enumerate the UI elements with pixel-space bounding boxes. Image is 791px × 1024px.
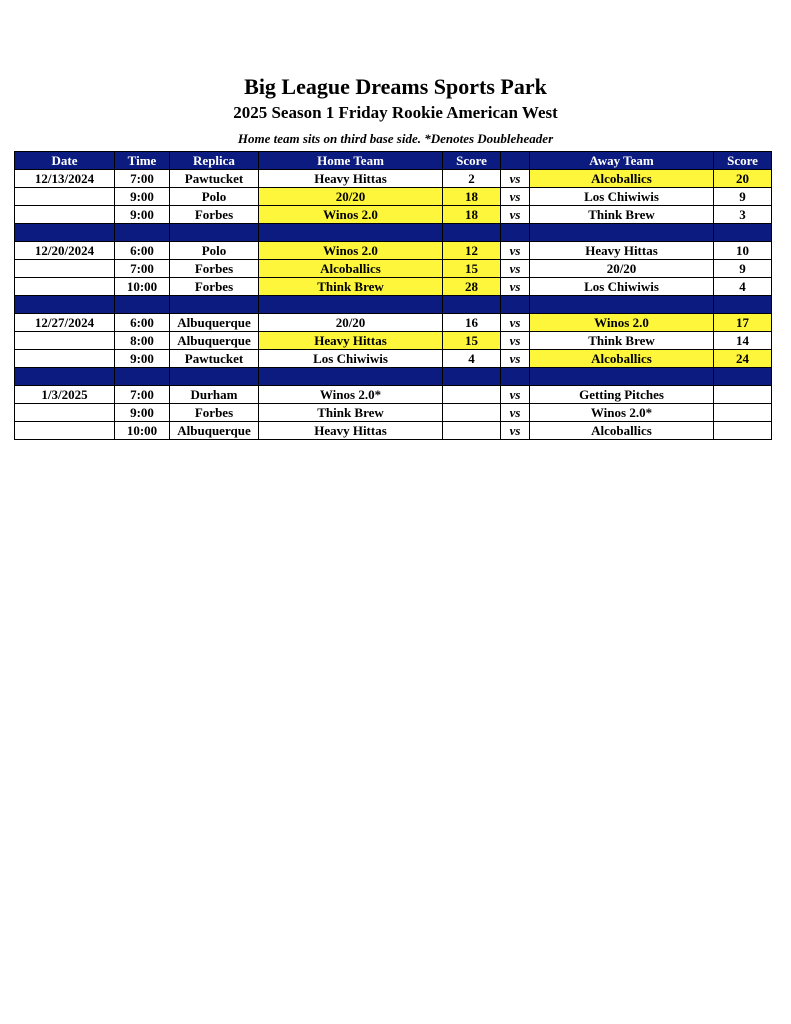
time-cell: 6:00 (115, 242, 170, 260)
col-header-away-score: Score (714, 152, 772, 170)
home-score-cell (443, 386, 501, 404)
vs-cell: vs (501, 422, 530, 440)
replica-cell: Pawtucket (170, 350, 259, 368)
separator-cell (443, 224, 501, 242)
away-team-cell: Think Brew (530, 332, 714, 350)
col-header-replica: Replica (170, 152, 259, 170)
replica-cell: Polo (170, 188, 259, 206)
separator-cell (530, 296, 714, 314)
home-score-cell: 16 (443, 314, 501, 332)
col-header-vs (501, 152, 530, 170)
separator-cell (15, 368, 115, 386)
home-score-cell: 12 (443, 242, 501, 260)
separator-cell (115, 368, 170, 386)
separator-cell (530, 224, 714, 242)
away-team-cell: Alcoballics (530, 422, 714, 440)
schedule-body (15, 170, 772, 440)
home-team-cell: Heavy Hittas (259, 170, 443, 188)
page-subtitle: 2025 Season 1 Friday Rookie American West (233, 103, 558, 122)
separator-cell (170, 368, 259, 386)
away-score-cell: 17 (714, 314, 772, 332)
vs-cell: vs (501, 404, 530, 422)
schedule-table (14, 151, 772, 440)
away-score-cell: 9 (714, 188, 772, 206)
replica-cell: Polo (170, 242, 259, 260)
date-cell (15, 332, 115, 350)
time-cell: 10:00 (115, 278, 170, 296)
separator-cell (170, 224, 259, 242)
separator-cell (15, 224, 115, 242)
page-title: Big League Dreams Sports Park (244, 74, 547, 99)
away-score-cell (714, 404, 772, 422)
replica-cell: Durham (170, 386, 259, 404)
replica-cell: Forbes (170, 260, 259, 278)
vs-cell: vs (501, 260, 530, 278)
away-team-cell: Heavy Hittas (530, 242, 714, 260)
home-score-cell: 28 (443, 278, 501, 296)
date-cell (15, 422, 115, 440)
home-team-cell: 20/20 (259, 188, 443, 206)
home-team-cell: Heavy Hittas (259, 332, 443, 350)
replica-cell: Forbes (170, 206, 259, 224)
vs-cell: vs (501, 332, 530, 350)
away-team-cell: 20/20 (530, 260, 714, 278)
date-cell: 12/20/2024 (15, 242, 115, 260)
vs-cell: vs (501, 386, 530, 404)
separator-cell (115, 224, 170, 242)
date-cell: 12/13/2024 (15, 170, 115, 188)
col-header-home-score: Score (443, 152, 501, 170)
home-team-cell: Winos 2.0 (259, 242, 443, 260)
away-score-cell: 9 (714, 260, 772, 278)
away-score-cell: 3 (714, 206, 772, 224)
away-team-cell: Los Chiwiwis (530, 188, 714, 206)
date-cell (15, 278, 115, 296)
vs-cell: vs (501, 350, 530, 368)
away-score-cell: 14 (714, 332, 772, 350)
table-row (15, 422, 772, 440)
table-row (15, 188, 772, 206)
group-separator-row (15, 368, 772, 386)
away-score-cell: 20 (714, 170, 772, 188)
separator-cell (443, 368, 501, 386)
away-team-cell: Winos 2.0 (530, 314, 714, 332)
date-cell: 1/3/2025 (15, 386, 115, 404)
table-row (15, 314, 772, 332)
separator-cell (501, 368, 530, 386)
away-team-cell: Think Brew (530, 206, 714, 224)
group-separator-row (15, 296, 772, 314)
table-row (15, 242, 772, 260)
away-score-cell (714, 422, 772, 440)
vs-cell: vs (501, 206, 530, 224)
home-score-cell: 15 (443, 332, 501, 350)
vs-cell: vs (501, 314, 530, 332)
away-score-cell (714, 386, 772, 404)
home-team-cell: Los Chiwiwis (259, 350, 443, 368)
time-cell: 8:00 (115, 332, 170, 350)
time-cell: 9:00 (115, 188, 170, 206)
date-cell (15, 188, 115, 206)
away-score-cell: 24 (714, 350, 772, 368)
vs-cell: vs (501, 170, 530, 188)
table-row (15, 170, 772, 188)
time-cell: 9:00 (115, 350, 170, 368)
away-team-cell: Getting Pitches (530, 386, 714, 404)
date-cell (15, 206, 115, 224)
table-header-row (15, 152, 772, 170)
time-cell: 7:00 (115, 170, 170, 188)
col-header-time: Time (115, 152, 170, 170)
replica-cell: Forbes (170, 278, 259, 296)
home-score-cell (443, 404, 501, 422)
vs-cell: vs (501, 278, 530, 296)
separator-cell (259, 368, 443, 386)
away-score-cell: 4 (714, 278, 772, 296)
col-header-date: Date (15, 152, 115, 170)
away-team-cell: Los Chiwiwis (530, 278, 714, 296)
table-row (15, 332, 772, 350)
separator-cell (15, 296, 115, 314)
time-cell: 6:00 (115, 314, 170, 332)
home-team-cell: Winos 2.0 (259, 206, 443, 224)
home-score-cell: 15 (443, 260, 501, 278)
date-cell: 12/27/2024 (15, 314, 115, 332)
time-cell: 10:00 (115, 422, 170, 440)
table-row (15, 278, 772, 296)
replica-cell: Albuquerque (170, 332, 259, 350)
separator-cell (259, 296, 443, 314)
col-header-away-team: Away Team (530, 152, 714, 170)
separator-cell (714, 224, 772, 242)
separator-cell (714, 296, 772, 314)
vs-cell: vs (501, 242, 530, 260)
home-team-cell: Alcoballics (259, 260, 443, 278)
home-team-cell: Think Brew (259, 404, 443, 422)
away-team-cell: Alcoballics (530, 350, 714, 368)
replica-cell: Pawtucket (170, 170, 259, 188)
separator-cell (501, 296, 530, 314)
separator-cell (501, 224, 530, 242)
table-row (15, 350, 772, 368)
table-row (15, 386, 772, 404)
separator-cell (530, 368, 714, 386)
date-cell (15, 350, 115, 368)
separator-cell (714, 368, 772, 386)
home-score-cell: 18 (443, 188, 501, 206)
home-team-cell: Winos 2.0* (259, 386, 443, 404)
vs-cell: vs (501, 188, 530, 206)
replica-cell: Forbes (170, 404, 259, 422)
home-team-cell: Think Brew (259, 278, 443, 296)
home-score-cell: 4 (443, 350, 501, 368)
group-separator-row (15, 224, 772, 242)
time-cell: 7:00 (115, 260, 170, 278)
separator-cell (170, 296, 259, 314)
replica-cell: Albuquerque (170, 422, 259, 440)
away-team-cell: Winos 2.0* (530, 404, 714, 422)
home-score-cell: 2 (443, 170, 501, 188)
schedule-note: Home team sits on third base side. *Denotes Doubleheader (237, 131, 554, 146)
time-cell: 9:00 (115, 206, 170, 224)
away-team-cell: Alcoballics (530, 170, 714, 188)
time-cell: 7:00 (115, 386, 170, 404)
replica-cell: Albuquerque (170, 314, 259, 332)
date-cell (15, 404, 115, 422)
home-team-cell: 20/20 (259, 314, 443, 332)
table-row (15, 206, 772, 224)
away-score-cell: 10 (714, 242, 772, 260)
home-score-cell (443, 422, 501, 440)
time-cell: 9:00 (115, 404, 170, 422)
col-header-home-team: Home Team (259, 152, 443, 170)
home-score-cell: 18 (443, 206, 501, 224)
separator-cell (443, 296, 501, 314)
separator-cell (259, 224, 443, 242)
date-cell (15, 260, 115, 278)
table-row (15, 404, 772, 422)
home-team-cell: Heavy Hittas (259, 422, 443, 440)
table-row (15, 260, 772, 278)
separator-cell (115, 296, 170, 314)
